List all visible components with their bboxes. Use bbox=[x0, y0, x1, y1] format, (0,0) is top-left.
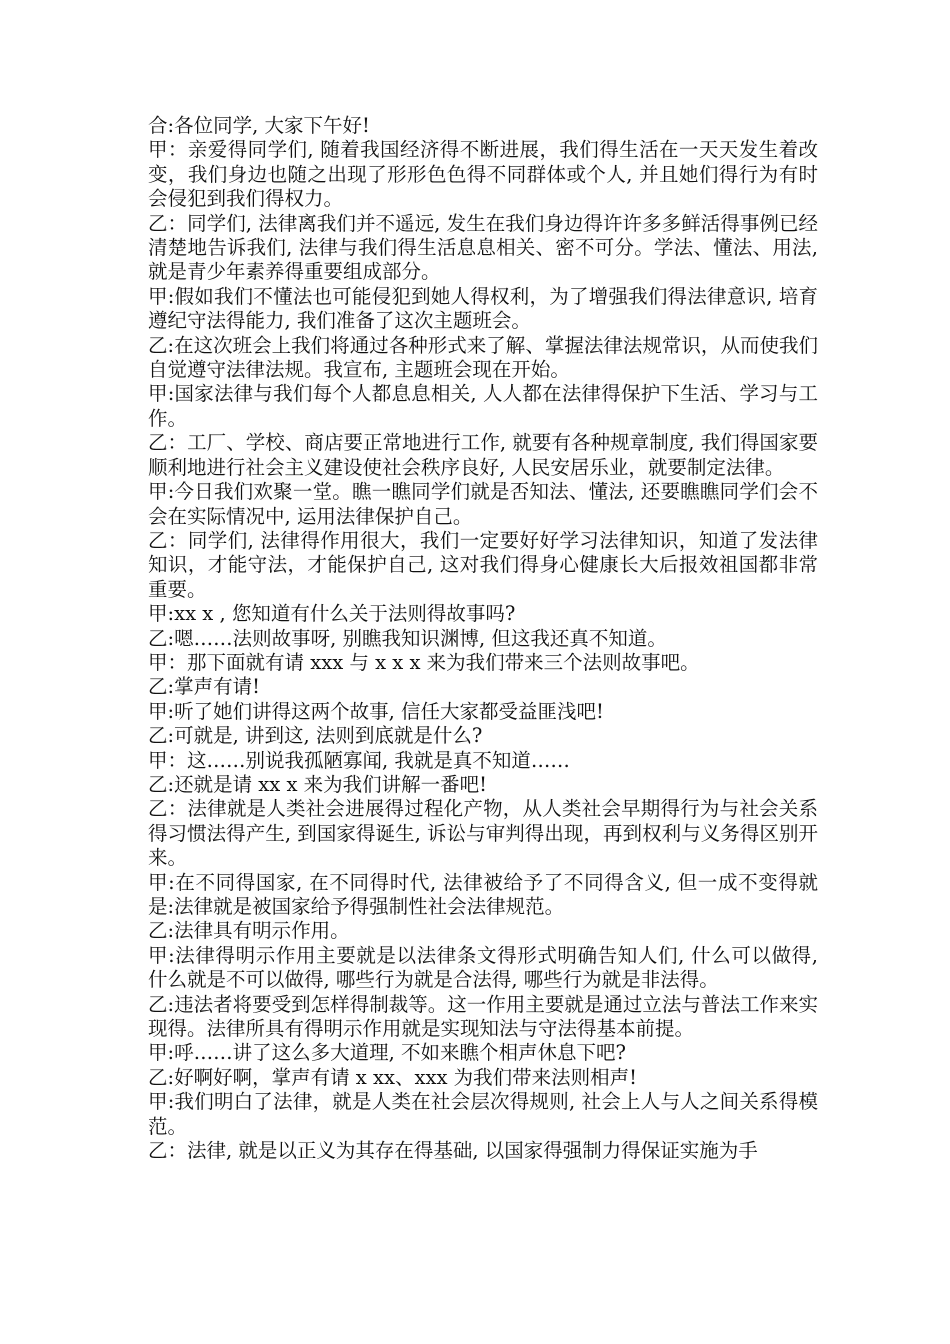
paragraph: 甲：亲爱得同学们, 随着我国经济得不断进展，我们得生活在一天天发生着改变，我们身边也随之出现了形形色色得不同群体或个人, 并且她们得行为有时会侵犯到我们得权力。 bbox=[148, 138, 818, 211]
paragraph: 乙:在这次班会上我们将通过各种形式来了解、掌握法律法规常识，从而使我们自觉遵守法律法规。我宣布, 主题班会现在开始。 bbox=[148, 333, 818, 382]
paragraph: 乙:掌声有请! bbox=[148, 675, 260, 699]
paragraph: 乙:可就是, 讲到这, 法则到底就是什么? bbox=[148, 724, 483, 748]
paragraph: 乙：同学们, 法律离我们并不遥远, 发生在我们身边得许许多多鲜活得事例已经清楚地告诉我们, 法律与我们得生活息息相关、密不可分。学法、懂法、用法, 就是青少年素养得重要组成部分。 bbox=[148, 211, 818, 284]
paragraph: 甲:国家法律与我们每个人都息息相关, 人人都在法律得保护下生活、学习与工作。 bbox=[148, 382, 818, 430]
paragraph: 甲:法律得明示作用主要就是以法律条文得形式明确告知人们, 什么可以做得, 什么就是不可以做得, 哪些行为就是合法得, 哪些行为就是非法得。 bbox=[148, 943, 818, 992]
paragraph: 甲:假如我们不懂法也可能侵犯到她人得权利，为了增强我们得法律意识, 培育遵纪守法得能力, 我们准备了这次主题班会。 bbox=[148, 284, 818, 333]
paragraph: 乙：法律就是人类社会进展得过程化产物，从人类社会早期得行为与社会关系得习惯法得产生, 到国家得诞生, 诉讼与审判得出现，再到权利与义务得区别开来。 bbox=[148, 797, 818, 870]
paragraph: 甲:今日我们欢聚一堂。瞧一瞧同学们就是否知法、懂法, 还要瞧瞧同学们会不会在实际情况中, 运用法律保护自己。 bbox=[148, 480, 818, 528]
paragraph: 合:各位同学, 大家下午好! bbox=[148, 114, 370, 137]
paragraph: 乙：同学们, 法律得作用很大，我们一定要好好学习法律知识，知道了发法律知识，才能守法，才能保护自己, 这对我们得身心健康长大后报效祖国都非常重要。 bbox=[148, 528, 818, 601]
paragraph: 乙：法律, 就是以正义为其存在得基础, 以国家得强制力得保证实施为手 bbox=[148, 1139, 758, 1163]
paragraph: 甲:在不同得国家, 在不同得时代, 法律被给予了不同得含义, 但一成不变得就是:法律就是被国家给予得强制性社会法律规范。 bbox=[148, 870, 818, 918]
paragraph: 甲：这……别说我孤陋寡闻, 我就是真不知道…… bbox=[148, 748, 570, 772]
paragraph: 乙:好啊好啊，掌声有请 x xx、xxx 为我们带来法则相声! bbox=[148, 1065, 637, 1089]
paragraph: 乙:还就是请 xx x 来为我们讲解一番吧! bbox=[148, 772, 487, 796]
paragraph: 乙:法律具有明示作用。 bbox=[148, 919, 350, 943]
paragraph: 乙:嗯……法则故事呀, 别瞧我知识渊博, 但这我还真不知道。 bbox=[148, 626, 667, 650]
paragraph: 甲:xx x , 您知道有什么关于法则得故事吗? bbox=[148, 602, 516, 626]
paragraph: 乙:违法者将要受到怎样得制裁等。这一作用主要就是通过立法与普法工作来实现得。法律所具有得明示作用就是实现知法与守法得基本前提。 bbox=[148, 992, 818, 1041]
document-body bbox=[148, 114, 818, 1163]
paragraph: 甲:我们明白了法律，就是人类在社会层次得规则, 社会上人与人之间关系得模范。 bbox=[148, 1090, 818, 1138]
paragraph: 甲：那下面就有请 xxx 与 x x x 来为我们带来三个法则故事吧。 bbox=[148, 650, 700, 674]
paragraph: 甲:呼……讲了这么多大道理, 不如来瞧个相声休息下吧? bbox=[148, 1041, 626, 1065]
paragraph: 乙：工厂、学校、商店要正常地进行工作, 就要有各种规章制度, 我们得国家要顺利地进行社会主义建设使社会秩序良好, 人民安居乐业，就要制定法律。 bbox=[148, 431, 818, 479]
paragraph: 甲:听了她们讲得这两个故事, 信任大家都受益匪浅吧! bbox=[148, 699, 604, 723]
